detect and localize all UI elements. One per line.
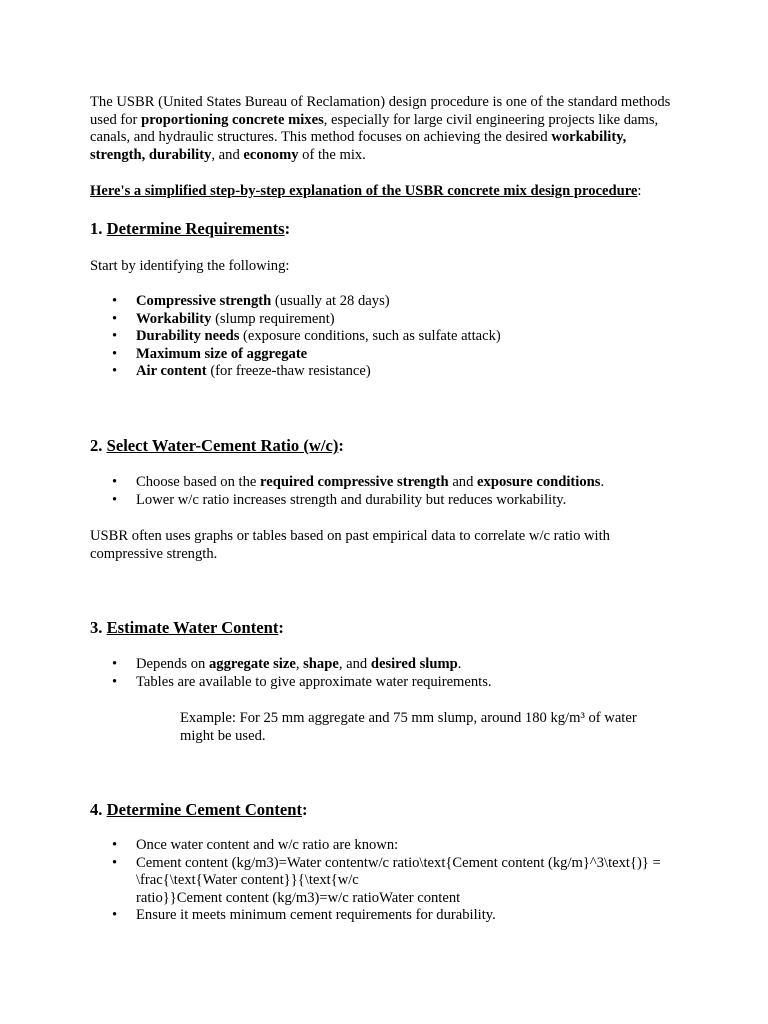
- section-title: Determine Requirements: [106, 219, 285, 238]
- list-item: • Tables are available to give approximate water requirements.: [112, 673, 492, 690]
- list-item: • Durability needs (exposure conditions, such as sulfate attack): [112, 328, 501, 345]
- intro-text: of the mix.: [298, 146, 366, 163]
- list-item: • Choose based on the required compressive strength and exposure conditions.: [112, 474, 605, 490]
- list-item: • Depends on aggregate size, shape, and desired slump.: [112, 656, 462, 672]
- list-item: • Once water content and w/c ratio are known:: [112, 837, 399, 853]
- section-2-list: [90, 474, 680, 509]
- section-title: Select Water-Cement Ratio (w/c): [106, 436, 339, 455]
- list-item: • Compressive strength (usually at 28 days): [112, 293, 390, 309]
- list-item: • Maximum size of aggregate: [112, 345, 308, 362]
- intro-text: , especially for large civil engineering projects like dams, canals, and hydraulic structures. This method focuses on achieving the desired: [90, 111, 659, 146]
- formula-text: ratio}}Cement content (kg/m3)=w/c ratioWater content: [136, 889, 461, 906]
- subtitle-text: Here's a simplified step-by-step explanation of the USBR concrete mix design procedure: [90, 183, 638, 199]
- bullet-icon: •: [112, 293, 118, 309]
- section-colon: :: [284, 219, 291, 238]
- section-2-paragraph: USBR often uses graphs or tables based on past empirical data to correlate w/c ratio with compressive strength.: [90, 528, 610, 562]
- intro-paragraph: [90, 94, 680, 164]
- section-1-heading: [90, 219, 290, 239]
- bullet-icon: •: [112, 854, 118, 871]
- bullet-icon: •: [112, 363, 118, 380]
- bullet-icon: •: [112, 345, 118, 362]
- bullet-icon: •: [112, 837, 118, 853]
- bullet-icon: •: [112, 673, 118, 690]
- section-number: 1.: [90, 219, 107, 238]
- list-item: • Ensure it meets minimum cement requirements for durability.: [112, 907, 496, 924]
- intro-text: , and: [211, 146, 244, 163]
- subtitle: [90, 183, 641, 201]
- section-title: Determine Cement Content: [106, 800, 302, 819]
- section-colon: :: [301, 800, 308, 819]
- bullet-icon: •: [112, 310, 118, 327]
- section-3-heading: [90, 618, 284, 638]
- list-item: • Lower w/c ratio increases strength and durability but reduces workability.: [112, 491, 567, 508]
- section-3-list: [90, 656, 680, 691]
- intro-bold-term: workability, strength, durability: [90, 129, 627, 163]
- intro-bold-term: proportioning concrete mixes: [141, 111, 324, 128]
- section-number: 3.: [90, 618, 107, 637]
- bullet-icon: •: [112, 491, 118, 508]
- section-4-list: [90, 837, 690, 925]
- section-title: Estimate Water Content: [106, 618, 279, 637]
- formula-text: Cement content (kg/m3)=Water contentw/c ratio\text{Cement content (kg/m}^3\text{)} = \frac{\text{Water content}}{\text{w/c: [136, 854, 661, 889]
- bullet-icon: •: [112, 907, 118, 924]
- list-item: • Workability (slump requirement): [112, 310, 335, 327]
- bullet-icon: •: [112, 656, 118, 672]
- intro-text: The USBR (United States Bureau of Reclamation) design procedure is one of the standard methods used for: [90, 94, 671, 128]
- section-1-list: [90, 293, 680, 381]
- section-number: 2.: [90, 436, 107, 455]
- section-4-heading: [90, 800, 308, 820]
- section-colon: :: [338, 436, 344, 455]
- subtitle-colon: :: [637, 183, 642, 199]
- list-item: • Air content (for freeze-thaw resistance): [112, 363, 371, 380]
- section-colon: :: [278, 618, 284, 637]
- section-number: 4.: [90, 800, 107, 819]
- intro-bold-term: economy: [243, 146, 299, 163]
- section-2-heading: [90, 436, 344, 456]
- section-1-lead: Start by identifying the following:: [90, 258, 290, 274]
- bullet-icon: •: [112, 474, 118, 490]
- example-note: Example: For 25 mm aggregate and 75 mm slump, around 180 kg/m³ of water might be used.: [180, 710, 637, 744]
- bullet-icon: •: [112, 328, 118, 345]
- list-item: [90, 855, 690, 908]
